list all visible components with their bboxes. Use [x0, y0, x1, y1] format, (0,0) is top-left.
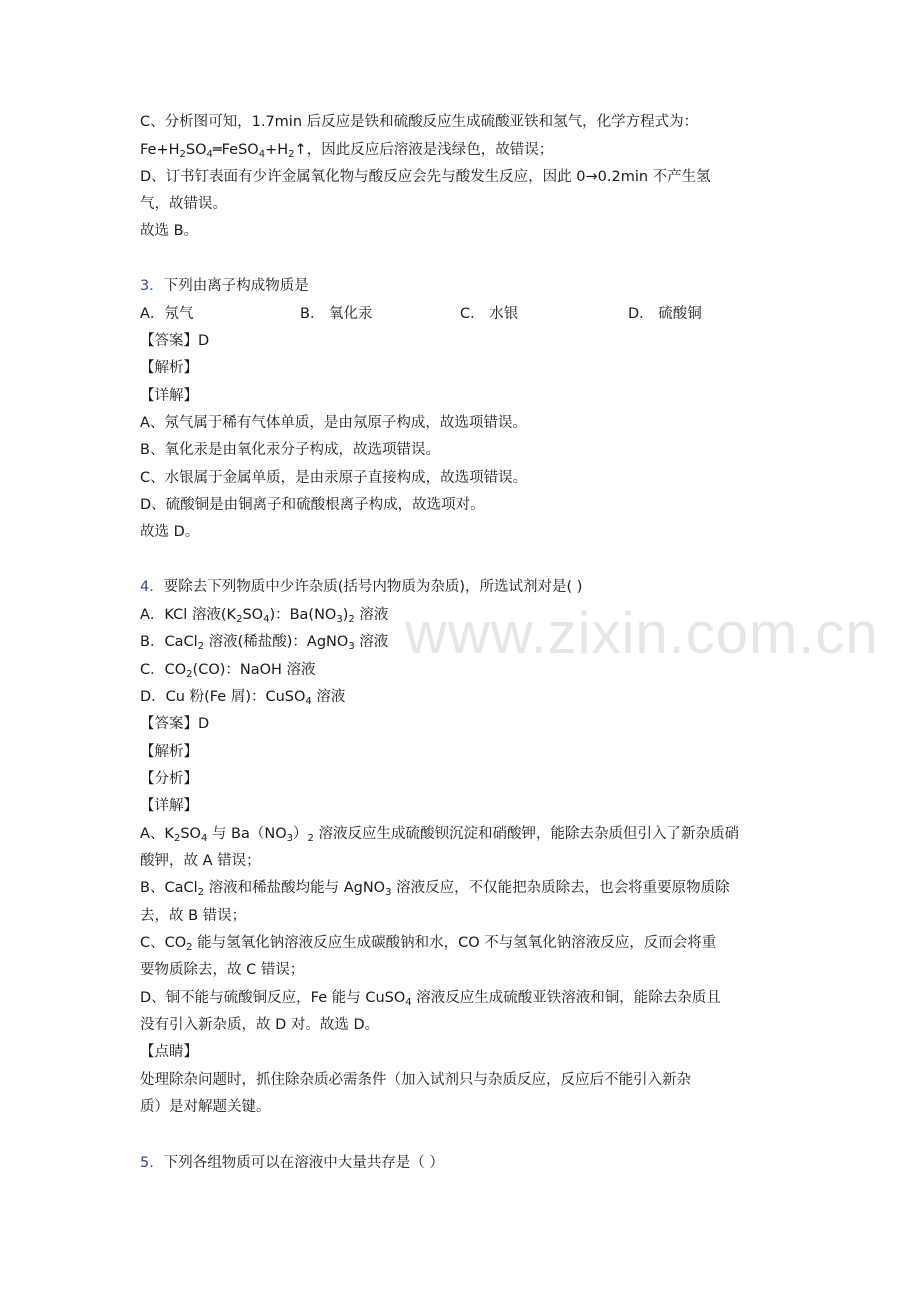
watermark: www.zixin.com.cn — [405, 601, 879, 666]
sec2-c-equation: $Fe+H_2SO_4═FeSO_4+H_2↑$，因此反应后溶液是浅绿色，故错误； — [140, 142, 554, 160]
q3-option-c: C． 水银 — [460, 306, 519, 322]
q3-detail-a: A、氖气属于稀有气体单质，是由氖原子构成，故选项错误。 — [140, 415, 527, 431]
q3-analysis-heading: 【解析】 — [140, 360, 198, 376]
q4-detail-c1: C、$CO_2$ 能与氢氧化钠溶液反应生成碳酸钠和水，CO 不与氢氧化钠溶液反应，反而会将重 — [140, 935, 717, 953]
q3-answer: 【答案】D — [140, 333, 210, 349]
q3-detail-heading: 【详解】 — [140, 388, 198, 404]
q4-stem: 4．要除去下列物质中少许杂质(括号内物质为杂质)，所选试剂对是( ) — [140, 579, 583, 595]
q4-analysis2-heading: 【分析】 — [140, 771, 198, 787]
q4-detail-heading: 【详解】 — [140, 798, 198, 814]
q4-option-c: C．$CO_2(CO)$：NaOH 溶液 — [140, 662, 316, 680]
q3-option-a: A．氖气 — [140, 306, 194, 322]
sec2-conclusion: 故选 B。 — [140, 223, 199, 239]
q4-analysis-heading: 【解析】 — [140, 744, 198, 760]
q4-detail-b2: 去，故 B 错误； — [140, 908, 247, 924]
q4-option-b: B．CaCl$_2$ 溶液(稀盐酸)：AgNO$_3$ 溶液 — [140, 634, 389, 652]
sec2-d-line2: 气，故错误。 — [140, 196, 227, 212]
q4-tip-line2: 质）是对解题关键。 — [140, 1099, 271, 1115]
q4-detail-d1: D、铜不能与硫酸铜反应，Fe 能与 CuSO$_4$ 溶液反应生成硫酸亚铁溶液和铜，能除去杂质且 — [140, 990, 721, 1008]
q3-number: 3． — [140, 278, 164, 294]
q3-options — [140, 304, 702, 324]
q3-option-d: D． 硫酸铜 — [628, 306, 702, 322]
q4-detail-b1: B、CaCl$_2$ 溶液和稀盐酸均能与 AgNO$_3$ 溶液反应，不仅能把杂质除去，也会将重要原物质除 — [140, 880, 730, 898]
q4-option-a: A．KCl 溶液$(K_2SO_4)$：$Ba(NO_3)_2$ 溶液 — [140, 607, 389, 625]
q3-detail-c: C、水银属于金属单质，是由汞原子直接构成，故选项错误。 — [140, 470, 528, 486]
q5-stem: 5．下列各组物质可以在溶液中大量共存是（ ） — [140, 1155, 444, 1171]
q4-option-d: D．Cu 粉(Fe 屑)：CuSO$_4$ 溶液 — [140, 689, 346, 707]
q4-detail-a1: A、$K_2SO_4$ 与 $Ba(NO_3)_2$ 溶液反应生成硫酸钡沉淀和硝酸钾，能除去杂质但引入了新杂质硝 — [140, 826, 739, 844]
q4-answer: 【答案】D — [140, 716, 210, 732]
q3-detail-b: B、氧化汞是由氧化汞分子构成，故选项错误。 — [140, 442, 440, 458]
q3-stem: 3．下列由离子构成物质是 — [140, 278, 309, 294]
sec2-c-line1: C、分析图可知，1.7min 后反应是铁和硫酸反应生成硫酸亚铁和氢气，化学方程式为： — [140, 114, 699, 130]
q3-conclusion: 故选 D。 — [140, 524, 200, 540]
q4-tip-line1: 处理除杂问题时，抓住除杂质必需条件（加入试剂只与杂质反应，反应后不能引入新杂 — [140, 1072, 691, 1088]
q4-detail-d2: 没有引入新杂质，故 D 对。故选 D。 — [140, 1017, 380, 1033]
sec2-d-line1: D、订书钉表面有少许金属氧化物与酸反应会先与酸发生反应，因此 0→0.2min 不产生氢 — [140, 169, 711, 185]
q4-tip-heading: 【点睛】 — [140, 1044, 198, 1060]
q4-detail-c2: 要物质除去，故 C 错误； — [140, 962, 305, 978]
q3-option-b: B． 氧化汞 — [300, 306, 373, 322]
q5-number: 5． — [140, 1155, 164, 1171]
q3-detail-d: D、硫酸铜是由铜离子和硫酸根离子构成，故选项对。 — [140, 497, 485, 513]
q4-detail-a2: 酸钾，故 A 错误； — [140, 853, 261, 869]
q4-number: 4． — [140, 579, 164, 595]
